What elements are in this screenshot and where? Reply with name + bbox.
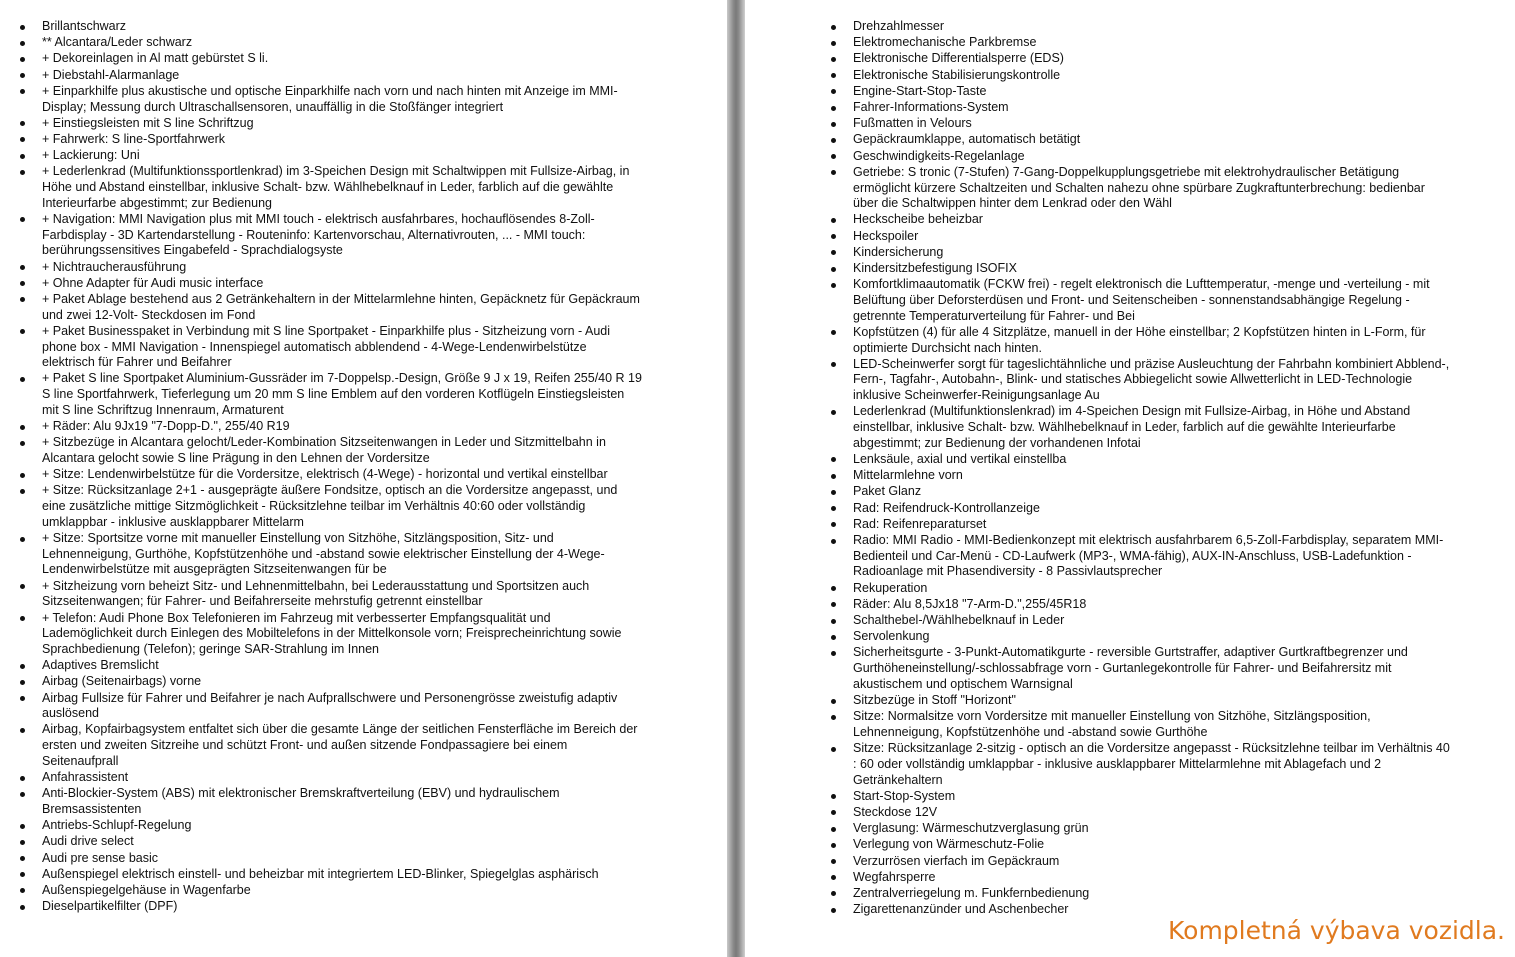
equipment-item: Verglasung: Wärmeschutzverglasung grün (853, 821, 1453, 837)
equipment-item: Komfortklimaautomatik (FCKW frei) - regelt elektronisch die Lufttemperatur, -menge und -verteilung - mit Belüftung über Deforsterdüsen und Front- und Seitenscheiben - sonnenstandsabhängige Regelung - getrennte Temperaturverteilung für Fahrer- und Bei (853, 277, 1453, 324)
equipment-item: + Telefon: Audi Phone Box Telefonieren im Fahrzeug mit verbesserter Empfangsqualität und Lademöglichkeit durch Einlegen des Mobiltelefons in der Mittelkonsole vorn; Freisprecheinrichtung sowie Sprachbedienung (Telefon); geringe SAR-Strahlung im Innen (42, 611, 642, 658)
equipment-item: Adaptives Bremslicht (42, 658, 642, 674)
equipment-item: Elektronische Differentialsperre (EDS) (853, 51, 1453, 67)
equipment-item: Verlegung von Wärmeschutz-Folie (853, 837, 1453, 853)
equipment-item: Lenksäule, axial und vertikal einstellba (853, 452, 1453, 468)
equipment-item: Schalthebel-/Wählhebelknauf in Leder (853, 613, 1453, 629)
equipment-list-left (42, 19, 642, 915)
equipment-item: Engine-Start-Stop-Taste (853, 84, 1453, 100)
equipment-item: Kindersicherung (853, 245, 1453, 261)
equipment-item: + Sitze: Lendenwirbelstütze für die Vordersitze, elektrisch (4-Wege) - horizontal und vertikal einstellbar (42, 467, 642, 483)
equipment-item: + Navigation: MMI Navigation plus mit MMI touch - elektrisch ausfahrbares, hochauflösendes 8-Zoll-Farbdisplay - 3D Kartendarstellung - Routeninfo: Kartenvorschau, Alternativrouten, ... - MMI touch: berührungssensitives Eingabefeld - Sprachdialogsyste (42, 212, 642, 259)
equipment-item: + Lackierung: Uni (42, 148, 642, 164)
equipment-item: Gepäckraumklappe, automatisch betätigt (853, 132, 1453, 148)
equipment-item: Kopfstützen (4) für alle 4 Sitzplätze, manuell in der Höhe einstellbar; 2 Kopfstützen hinten in L-Form, für optimierte Durchsicht nach hinten. (853, 325, 1453, 356)
equipment-item: Anti-Blockier-System (ABS) mit elektronischer Bremskraftverteilung (EBV) und hydraulischem Bremsassistenten (42, 786, 642, 817)
equipment-item: Servolenkung (853, 629, 1453, 645)
equipment-item: Airbag Fullsize für Fahrer und Beifahrer je nach Aufprallschwere und Personengrösse zweistufig adaptiv auslösend (42, 691, 642, 722)
equipment-item: + Einparkhilfe plus akustische und optische Einparkhilfe nach vorn und nach hinten mit Anzeige im MMI-Display; Messung durch Ultraschallsensoren, unauffällig in die Stoßfänger integriert (42, 84, 642, 115)
equipment-item: Elektronische Stabilisierungskontrolle (853, 68, 1453, 84)
equipment-item: + Sitzheizung vorn beheizt Sitz- und Lehnenmittelbahn, bei Lederausstattung und Sportsitzen auch Sitzseitenwangen; für Fahrer- und Beifahrerseite mehrstufig getrennt einstellbar (42, 579, 642, 610)
equipment-item: Dieselpartikelfilter (DPF) (42, 899, 642, 915)
equipment-item: + Lederlenkrad (Multifunktionssportlenkrad) im 3-Speichen Design mit Schaltwippen mit Fullsize-Airbag, in Höhe und Abstand einstellbar, inklusive Schalt- bzw. Wählhebelknauf in Leder, farblich auf die gewählte Interieurfarbe abgestimmt; zur Bedienung (42, 164, 642, 211)
equipment-item: Zigarettenanzünder und Aschenbecher (853, 902, 1453, 918)
page-divider (727, 0, 745, 957)
equipment-item: Außenspiegelgehäuse in Wagenfarbe (42, 883, 642, 899)
equipment-item: Brillantschwarz (42, 19, 642, 35)
equipment-item: Antriebs-Schlupf-Regelung (42, 818, 642, 834)
equipment-item: + Paket Ablage bestehend aus 2 Getränkehaltern in der Mittelarmlehne hinten, Gepäcknetz für Gepäckraum und zwei 12-Volt- Steckdosen im Fond (42, 292, 642, 323)
equipment-item: + Sitze: Sportsitze vorne mit manueller Einstellung von Sitzhöhe, Sitzlängsposition, Sitz- und Lehnenneigung, Gurthöhe, Kopfstützenhöhe und -abstand sowie elektrischer Einstellung der 4-Wege-Lendenwirbelstütze mit ausgeprägten Sitzseitenwangen für be (42, 531, 642, 578)
equipment-item: Kindersitzbefestigung ISOFIX (853, 261, 1453, 277)
equipment-item: Lederlenkrad (Multifunktionslenkrad) im 4-Speichen Design mit Fullsize-Airbag, in Höhe und Abstand einstellbar, inklusive Schalt- bzw. Wählhebelknauf in Leder, farblich auf die gewählte Interieurfarbe abgestimmt; zur Bedienung der vorhandenen Infotai (853, 404, 1453, 451)
caption-title: Kompletná výbava vozidla. (1168, 916, 1505, 945)
equipment-item: Fußmatten in Velours (853, 116, 1453, 132)
equipment-item: Audi drive select (42, 834, 642, 850)
equipment-item: Radio: MMI Radio - MMI-Bedienkonzept mit elektrisch ausfahrbarem 6,5-Zoll-Farbdisplay, separatem MMI-Bedienteil und Car-Menü - CD-Laufwerk (MP3-, WMA-fähig), AUX-IN-Anschluss, USB-Ladefunktion - Radioanlage mit Phasendiversity - 8 Passivlautsprecher (853, 533, 1453, 580)
equipment-item: Sicherheitsgurte - 3-Punkt-Automatikgurte - reversible Gurtstraffer, adaptiver Gurtkraftbegrenzer und Gurthöheneinstellung/-schlossabfrage vorn - Gurtanlegekontrolle für Fahrer- und Beifahrersitz mit akustischem und optischem Warnsignal (853, 645, 1453, 692)
equipment-item: + Ohne Adapter für Audi music interface (42, 276, 642, 292)
equipment-item: + Paket S line Sportpaket Aluminium-Gussräder im 7-Doppelsp.-Design, Größe 9 J x 19, Reifen 255/40 R 19 S line Sportfahrwerk, Tieferlegung um 20 mm S line Emblem auf den vorderen Kotflügeln Einstiegsleisten mit S line Schriftzug Innenraum, Armaturent (42, 371, 642, 417)
equipment-item: Geschwindigkeits-Regelanlage (853, 149, 1453, 165)
equipment-item: Anfahrassistent (42, 770, 642, 786)
equipment-item: + Sitze: Rücksitzanlage 2+1 - ausgeprägte äußere Fondsitze, optisch an die Vordersitze angepasst, und eine zusätzliche mittige Sitzmöglichkeit - Rücksitzlehne teilbar im Verhältnis 40:60 oder vollständig umklappbar - inklusive ausklappbarer Mittelarm (42, 483, 642, 530)
equipment-item: + Dekoreinlagen in Al matt gebürstet S li. (42, 51, 642, 67)
equipment-item: + Diebstahl-Alarmanlage (42, 68, 642, 84)
right-page (745, 0, 1515, 957)
equipment-item: Getriebe: S tronic (7-Stufen) 7-Gang-Doppelkupplungsgetriebe mit elektrohydraulischer Betätigung ermöglicht kürzere Schaltzeiten und Schalten nahezu ohne spürbare Zugkraftunterbrechung: bedienbar über die Schaltwippen hinter dem Lenkrad oder den Wähl (853, 165, 1453, 212)
equipment-item: LED-Scheinwerfer sorgt für tageslichtähnliche und präzise Ausleuchtung der Fahrbahn kombiniert Abblend-, Fern-, Tagfahr-, Autobahn-, Blink- und statisches Abbiegelicht sowie Allwetterlicht in LED-Technologie inklusive Scheinwerfer-Reinigungsanlage Au (853, 357, 1453, 404)
equipment-item: Fahrer-Informations-System (853, 100, 1453, 116)
equipment-item: Audi pre sense basic (42, 851, 642, 867)
equipment-item: Steckdose 12V (853, 805, 1453, 821)
equipment-item: Paket Glanz (853, 484, 1453, 500)
equipment-item: Sitzbezüge in Stoff "Horizont" (853, 693, 1453, 709)
equipment-item: + Nichtraucherausführung (42, 260, 642, 276)
equipment-item: Außenspiegel elektrisch einstell- und beheizbar mit integriertem LED-Blinker, Spiegelglas asphärisch (42, 867, 642, 883)
equipment-item: + Sitzbezüge in Alcantara gelocht/Leder-Kombination Sitzseitenwangen in Leder und Sitzmittelbahn in Alcantara gelocht sowie S line Prägung in den Lehnen der Vordersitze (42, 435, 642, 466)
equipment-list-right (853, 19, 1453, 918)
equipment-item: + Paket Businesspaket in Verbindung mit S line Sportpaket - Einparkhilfe plus - Sitzheizung vorn - Audi phone box - MMI Navigation - Innenspiegel automatisch abblendend - 4-Wege-Lendenwirbelstütze elektrisch für Fahrer und Beifahrer (42, 324, 642, 371)
equipment-item: + Fahrwerk: S line-Sportfahrwerk (42, 132, 642, 148)
equipment-item: Airbag (Seitenairbags) vorne (42, 674, 642, 690)
equipment-item: Räder: Alu 8,5Jx18 "7-Arm-D.",255/45R18 (853, 597, 1453, 613)
equipment-item: Rad: Reifenreparaturset (853, 517, 1453, 533)
equipment-item: + Räder: Alu 9Jx19 "7-Dopp-D.", 255/40 R19 (42, 419, 642, 435)
equipment-item: Elektromechanische Parkbremse (853, 35, 1453, 51)
equipment-item: + Einstiegsleisten mit S line Schriftzug (42, 116, 642, 132)
equipment-item: Heckspoiler (853, 229, 1453, 245)
equipment-item: Zentralverriegelung m. Funkfernbedienung (853, 886, 1453, 902)
equipment-item: Verzurrösen vierfach im Gepäckraum (853, 854, 1453, 870)
equipment-item: Sitze: Normalsitze vorn Vordersitze mit manueller Einstellung von Sitzhöhe, Sitzlängsposition, Lehnenneigung, Kopfstützenhöhe und -abstand sowie Gurthöhe (853, 709, 1453, 740)
equipment-item: Airbag, Kopfairbagsystem entfaltet sich über die gesamte Länge der seitlichen Fensterfläche im Bereich der ersten und zweiten Sitzreihe und schützt Front- und außen sitzende Fondpassagiere bei einem Seitenaufprall (42, 722, 642, 769)
equipment-item: Start-Stop-System (853, 789, 1453, 805)
equipment-item: Rekuperation (853, 581, 1453, 597)
equipment-item: Rad: Reifendruck-Kontrollanzeige (853, 501, 1453, 517)
equipment-item: Drehzahlmesser (853, 19, 1453, 35)
equipment-item: Mittelarmlehne vorn (853, 468, 1453, 484)
equipment-item: Heckscheibe beheizbar (853, 212, 1453, 228)
equipment-item: ** Alcantara/Leder schwarz (42, 35, 642, 51)
equipment-item: Wegfahrsperre (853, 870, 1453, 886)
equipment-item: Sitze: Rücksitzanlage 2-sitzig - optisch an die Vordersitze angepasst - Rücksitzlehne teilbar im Verhältnis 40 : 60 oder vollständig umklappbar - inklusive ausklappbarer Mittelarmlehne mit Ablagefach und 2 Getränkehaltern (853, 741, 1453, 788)
left-page (0, 0, 727, 957)
